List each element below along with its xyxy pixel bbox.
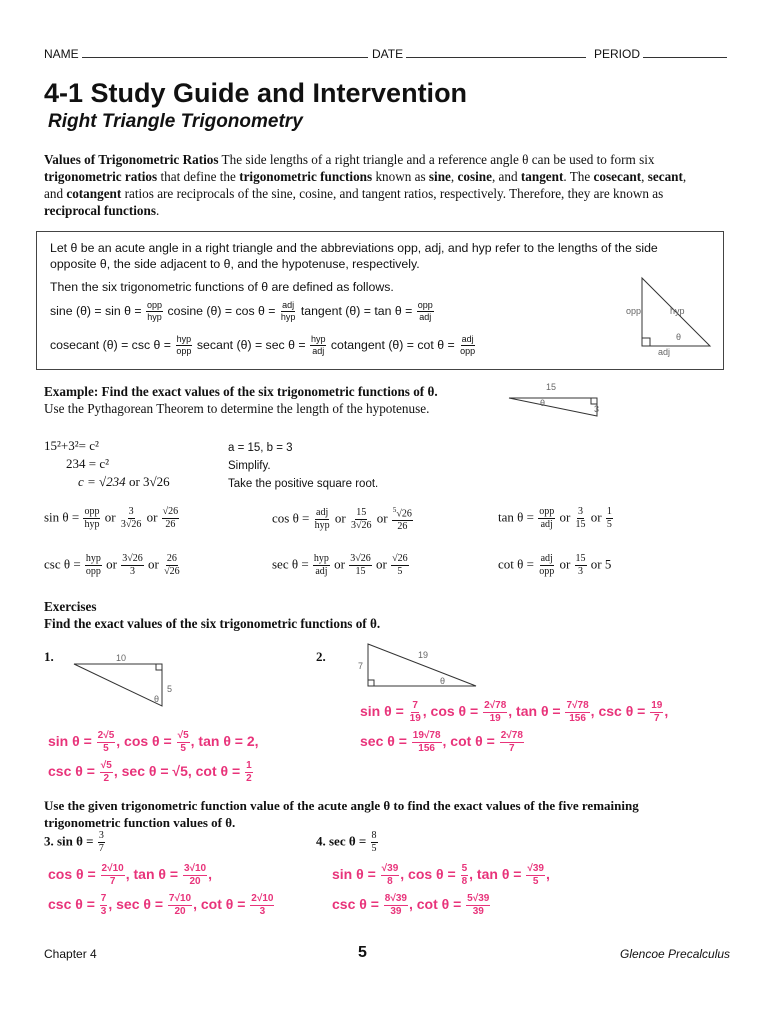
name-label: NAME bbox=[44, 47, 79, 61]
footer-publisher: Glencoe Precalculus bbox=[620, 947, 731, 961]
example-cot: cot θ = $\frac{\text{adj}}{\text{opp}}$ or $\frac{15}{3}$ or 5 bbox=[498, 553, 612, 577]
ex2-left-label: 7 bbox=[358, 661, 364, 671]
answer-2-line-2: sec θ = $\frac{19√78}{156}$ , cot θ = $\frac{2√78}{7}$ bbox=[360, 730, 523, 754]
definition-row-2: cosecant (θ) = csc θ = $\frac{\text{hyp}}{\text{opp}}$ secant (θ) = sec θ = $\frac{\text{hyp}}{\text{adj}}$ cotangent (θ) = cot θ = $\frac{\text{adj}}{\text{opp}}$ bbox=[50, 334, 476, 356]
example-cos: cos θ = $\frac{\text{adj}}{\text{hyp}}$ or $\frac{15}{3√26}$ or $\frac{^5√26}{26}$ bbox=[272, 506, 412, 533]
example-notes: a = 15, b = 3 Simplify. Take the positive square root. bbox=[228, 442, 379, 490]
ex2-top-label: 19 bbox=[418, 650, 429, 660]
definition-text: Let θ be an acute angle in a right triangle and the abbreviations opp, adj, and hyp refer to the lengths of the side opposite θ, the side adjacent to θ, and the hypotenuse, respectively. Then the six trigonometric functions of θ are defined as follows. bbox=[50, 241, 658, 294]
example-steps: 15²+3²= c² 234 = c² c = √234 or 3√26 bbox=[44, 438, 170, 489]
date-field bbox=[372, 46, 586, 61]
exercise-4-prompt: 4. sec θ = $\frac{8}{5}$ bbox=[316, 830, 377, 854]
footer-page-number: 5 bbox=[358, 944, 367, 961]
answer-3-line-1: cos θ = $\frac{2√10}{7}$ , tan θ = $\frac{3√10}{20}$ , bbox=[48, 863, 213, 887]
example-tan: tan θ = $\frac{\text{opp}}{\text{adj}}$ or $\frac{3}{15}$ or $\frac{1}{5}$ bbox=[498, 506, 612, 530]
answer-2-line-1: sin θ = $\frac{7}{19}$ , cos θ = $\frac{2√78}{19}$ , tan θ = $\frac{7√78}{156}$ , csc θ = $\frac{19}{7}$ , bbox=[360, 700, 669, 724]
example-top-label: 15 bbox=[546, 382, 557, 392]
exercise-1-number: 1. bbox=[44, 649, 54, 664]
exercise-2-number: 2. bbox=[316, 649, 326, 664]
def-adj-label: adj bbox=[658, 347, 671, 357]
ex1-right-label: 5 bbox=[167, 684, 173, 694]
def-theta-label: θ bbox=[676, 332, 682, 342]
footer-chapter: Chapter 4 bbox=[44, 947, 97, 961]
exercise-2-triangle bbox=[364, 640, 484, 690]
definition-row-1: sine (θ) = sin θ = $\frac{\text{opp}}{\text{hyp}}$ cosine (θ) = cos θ = $\frac{\text{adj}}{\text{hyp}}$ tangent (θ) = tan θ = $\frac{\text{opp}}{\text{adj}}$ bbox=[50, 300, 433, 322]
def-opp-label: opp bbox=[626, 306, 642, 316]
ex2-theta-label: θ bbox=[440, 676, 446, 686]
intro-paragraph: Values of Trigonometric Ratios The side lengths of a right triangle and a reference angle θ can be used to form six trigonometric ratios that define the trigonometric functions known as sine, cosine, and tangent. The cosecant, secant, and cotangent ratios are reciprocals of the sine, cosine, and tangent ratios, respectively. Therefore, they are known as reciprocal functions. bbox=[44, 152, 687, 218]
exercises-instruction-2: Use the given trigonometric function value of the acute angle θ to find the exact values of the five remaining trigonometric function values of θ. bbox=[44, 798, 639, 830]
answer-4-line-2: csc θ = $\frac{8√39}{39}$ , cot θ = $\frac{5√39}{39}$ bbox=[332, 893, 490, 917]
period-field bbox=[594, 46, 727, 61]
answer-3-line-2: csc θ = $\frac{7}{3}$ , sec θ = $\frac{7√10}{20}$ , cot θ = $\frac{2√10}{3}$ bbox=[48, 893, 274, 917]
def-hyp-label: hyp bbox=[670, 306, 685, 316]
page-title: 4-1 Study Guide and Intervention bbox=[44, 78, 468, 108]
answer-1-line-1: sin θ = $\frac{2√5}{5}$ , cos θ = $\frac{√5}{5}$ , tan θ = 2, bbox=[48, 730, 259, 754]
ex1-top-label: 10 bbox=[116, 653, 127, 663]
exercise-1-triangle bbox=[70, 660, 180, 710]
example-sec: sec θ = $\frac{\text{hyp}}{\text{adj}}$ or $\frac{3√26}{15}$ or $\frac{√26}{5}$ bbox=[272, 553, 408, 577]
example-right-label: 3 bbox=[594, 404, 600, 414]
answer-1-line-2: csc θ = $\frac{√5}{2}$ , sec θ = √5, cot θ = $\frac{1}{2}$ bbox=[48, 760, 252, 784]
exercises-heading: Exercises Find the exact values of the six trigonometric functions of θ. bbox=[44, 599, 381, 631]
name-field bbox=[44, 46, 368, 61]
answer-4-line-1: sin θ = $\frac{√39}{8}$ , cos θ = $\frac{5}{8}$ , tan θ = $\frac{√39}{5}$ , bbox=[332, 863, 550, 887]
example-heading: Example: Find the exact values of the six trigonometric functions of θ. Use the Pythagorean Theorem to determine the length of the hypotenuse. bbox=[44, 384, 438, 416]
example-csc: csc θ = $\frac{\text{hyp}}{\text{opp}}$ or $\frac{3√26}{3}$ or $\frac{26}{√26}$ bbox=[44, 553, 180, 577]
page-subtitle: Right Triangle Trigonometry bbox=[48, 111, 303, 132]
example-sin: sin θ = $\frac{\text{opp}}{\text{hyp}}$ or $\frac{3}{3√26}$ or $\frac{√26}{26}$ bbox=[44, 506, 179, 530]
example-triangle-diagram bbox=[505, 394, 605, 420]
date-label: DATE bbox=[372, 47, 404, 61]
period-label: PERIOD bbox=[594, 47, 641, 61]
ex1-theta-label: θ bbox=[154, 694, 160, 704]
exercise-3-prompt: 3. sin θ = $\frac{3}{7}$ bbox=[44, 830, 104, 854]
example-theta-label: θ bbox=[540, 398, 546, 408]
